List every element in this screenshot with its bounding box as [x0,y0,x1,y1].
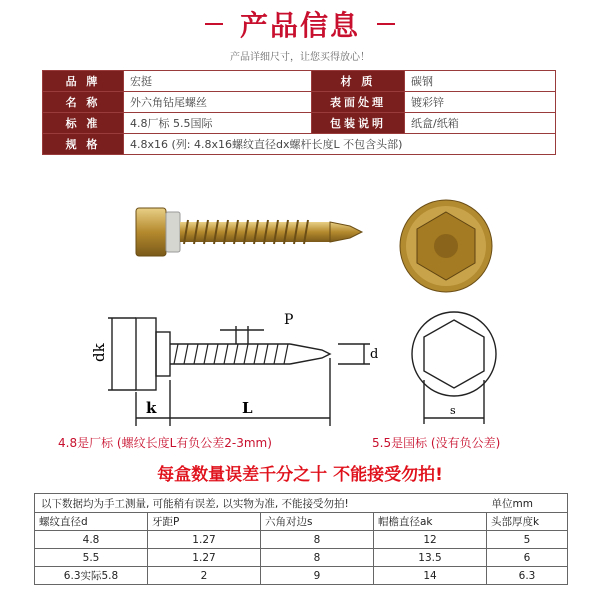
spec-row [43,134,556,155]
table-cell: 13.5 [374,549,487,567]
spec-value: 纸盒/纸箱 [405,113,556,134]
table-cell: 9 [261,567,374,585]
table-cell: 5 [487,531,568,549]
spec-label: 包装说明 [312,113,405,134]
label-p: P [284,312,294,328]
note-factory-standard: 4.8是厂标 (螺纹长度L有负公差2-3mm) [58,436,272,450]
spec-value: 碳钢 [405,71,556,92]
table-cell: 12 [374,531,487,549]
table-row [35,567,568,585]
table-cell: 1.27 [148,531,261,549]
spec-value: 宏挺 [124,71,312,92]
spec-label: 标 准 [43,113,124,134]
screw-side-photo [118,202,368,262]
column-header: 六角对边s [261,513,374,531]
page-title: 产品信息 [239,9,360,42]
technical-drawing [60,300,510,428]
spec-label: 名 称 [43,92,124,113]
table-cell: 14 [374,567,487,585]
column-header: 头部厚度k [487,513,568,531]
table-cell: 6 [487,549,568,567]
note-national-standard: 5.5是国标 (没有负公差) [372,436,501,450]
spec-value: 4.8x16 (列: 4.8x16螺纹直径dx螺杆长度L 不包含头部) [124,134,556,155]
dimensions-table [34,493,568,585]
table-cell: 6.3 [487,567,568,585]
label-d: d [370,347,379,362]
table-unit: 单位mm [491,497,533,510]
table-caption-row [35,494,568,513]
table-cell: 5.5 [35,549,148,567]
spec-value: 外六角钻尾螺丝 [124,92,312,113]
spec-value: 4.8厂标 5.5国际 [124,113,312,134]
table-cell: 1.27 [148,549,261,567]
label-s: s [450,404,456,417]
title-line-right [377,23,395,25]
spec-value: 镀彩锌 [405,92,556,113]
table-row [35,549,568,567]
column-header: 牙距P [148,513,261,531]
table-header-row [35,513,568,531]
spec-row [43,71,556,92]
spec-table [42,70,556,155]
label-l: L [242,399,253,417]
table-row [35,531,568,549]
column-header: 帽檐直径ak [374,513,487,531]
label-k: k [146,399,157,417]
spec-label: 品 牌 [43,71,124,92]
quantity-warning: 每盒数量误差千分之十 不能接受勿拍! [157,465,443,485]
spec-row [43,92,556,113]
spec-label: 材 质 [312,71,405,92]
spec-label: 表面处理 [312,92,405,113]
table-cell: 6.3实际5.8 [35,567,148,585]
table-cell: 8 [261,531,374,549]
label-dk: dk [90,343,108,362]
table-caption: 以下数据均为手工测量, 可能稍有误差, 以实物为准, 不能接受勿拍! [41,497,349,510]
spec-label: 规 格 [43,134,124,155]
page-subtitle: 产品详细尺寸，让您买得放心！ [230,52,370,63]
screw-head-photo [396,196,496,296]
table-cell: 2 [148,567,261,585]
spec-row [43,113,556,134]
column-header: 螺纹直径d [35,513,148,531]
table-cell: 8 [261,549,374,567]
table-cell: 4.8 [35,531,148,549]
